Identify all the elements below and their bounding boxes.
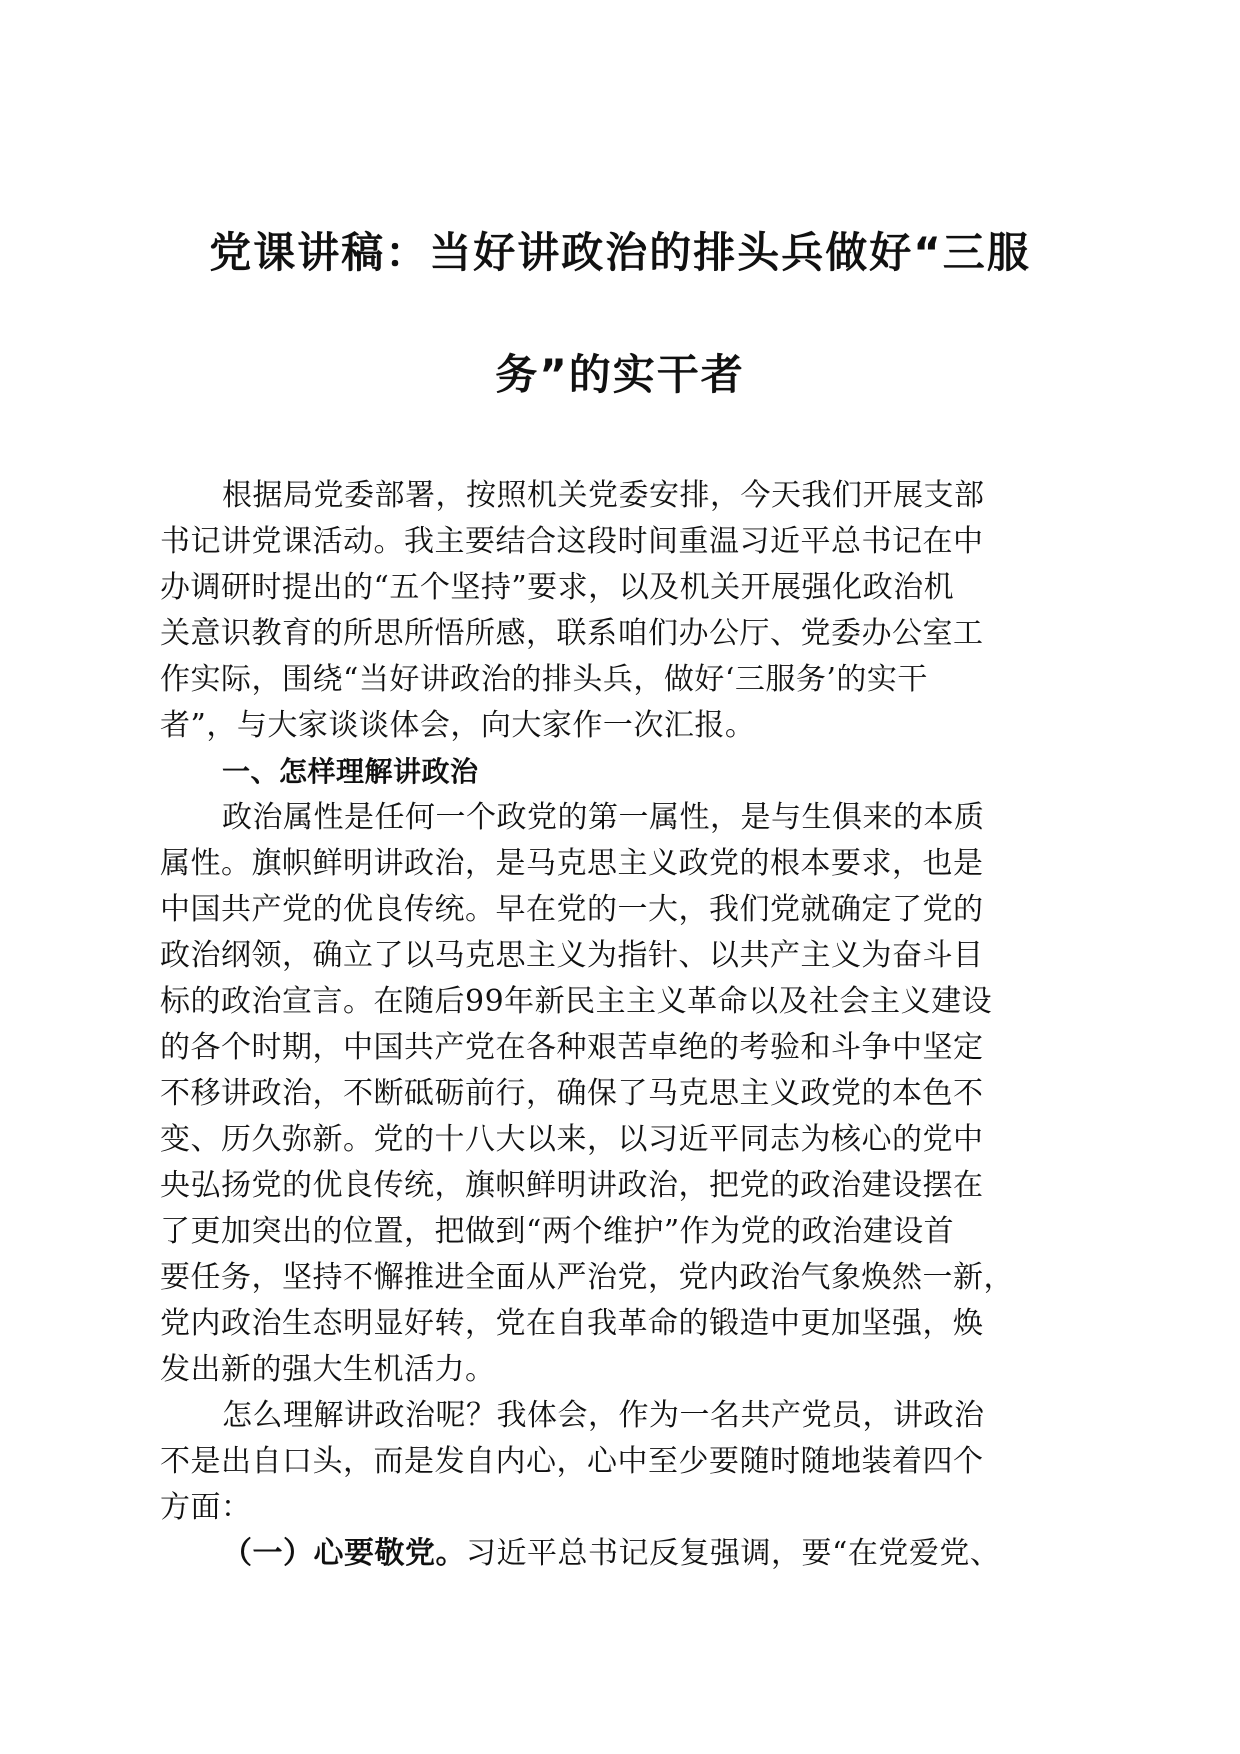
paragraph-line: 标的政治宣言。在随后99年新民主主义革命以及社会主义建设 — [160, 984, 993, 1019]
paragraph-line: 的各个时期，中国共产党在各种艰苦卓绝的考验和斗争中坚定 — [160, 1030, 984, 1065]
section-heading: 一、怎样理解讲政治 — [222, 755, 479, 788]
paragraph-line: 变、历久弥新。党的十八大以来，以习近平同志为核心的党中 — [160, 1122, 984, 1157]
subsection-label: （一）心要敬党。 — [222, 1536, 466, 1571]
subsection-text — [222, 1531, 1000, 1577]
paragraph-line: 央弘扬党的优良传统，旗帜鲜明讲政治，把党的政治建设摆在 — [160, 1168, 984, 1203]
intro-paragraph-line: 者”，与大家谈谈体会，向大家作一次汇报。 — [160, 708, 756, 743]
paragraph-line: 怎么理解讲政治呢？我体会，作为一名共产党员，讲政治 — [222, 1398, 985, 1433]
document-title-line-1: 党课讲稿：当好讲政治的排头兵做好“三服 — [209, 228, 1031, 277]
document-title-line-2: 务”的实干者 — [495, 350, 745, 399]
paragraph-line: 政治纲领，确立了以马克思主义为指针、以共产主义为奋斗目 — [160, 938, 984, 973]
intro-paragraph-line: 书记讲党课活动。我主要结合这段时间重温习近平总书记在中 — [160, 524, 984, 559]
paragraph-line: 不是出自口头，而是发自内心，心中至少要随时随地装着四个 — [160, 1444, 984, 1479]
intro-paragraph-line: 根据局党委部署，按照机关党委安排，今天我们开展支部 — [222, 478, 985, 513]
intro-paragraph-line: 办调研时提出的“五个坚持”要求，以及机关开展强化政治机 — [160, 570, 955, 605]
paragraph-line: 党内政治生态明显好转，党在自我革命的锻造中更加坚强，焕 — [160, 1306, 984, 1341]
subsection-body: 习近平总书记反复强调，要“在党爱党、 — [466, 1536, 1001, 1571]
paragraph-line: 政治属性是任何一个政党的第一属性，是与生俱来的本质 — [222, 800, 985, 835]
subsection-line — [0, 1531, 1240, 1577]
intro-paragraph-line: 关意识教育的所思所悟所感，联系咱们办公厅、党委办公室工 — [160, 616, 984, 651]
paragraph-line: 方面： — [160, 1490, 252, 1525]
intro-paragraph-line: 作实际，围绕“当好讲政治的排头兵，做好‘三服务’的实干 — [160, 662, 928, 697]
paragraph-line: 了更加突出的位置，把做到“两个维护”作为党的政治建设首 — [160, 1214, 955, 1249]
paragraph-line: 中国共产党的优良传统。早在党的一大，我们党就确定了党的 — [160, 892, 984, 927]
paragraph-line: 不移讲政治，不断砥砺前行，确保了马克思主义政党的本色不 — [160, 1076, 984, 1111]
paragraph-line: 发出新的强大生机活力。 — [160, 1352, 496, 1387]
paragraph-line: 属性。旗帜鲜明讲政治，是马克思主义政党的根本要求，也是 — [160, 846, 984, 881]
paragraph-line: 要任务，坚持不懈推进全面从严治党，党内政治气象焕然一新， — [160, 1260, 1014, 1295]
